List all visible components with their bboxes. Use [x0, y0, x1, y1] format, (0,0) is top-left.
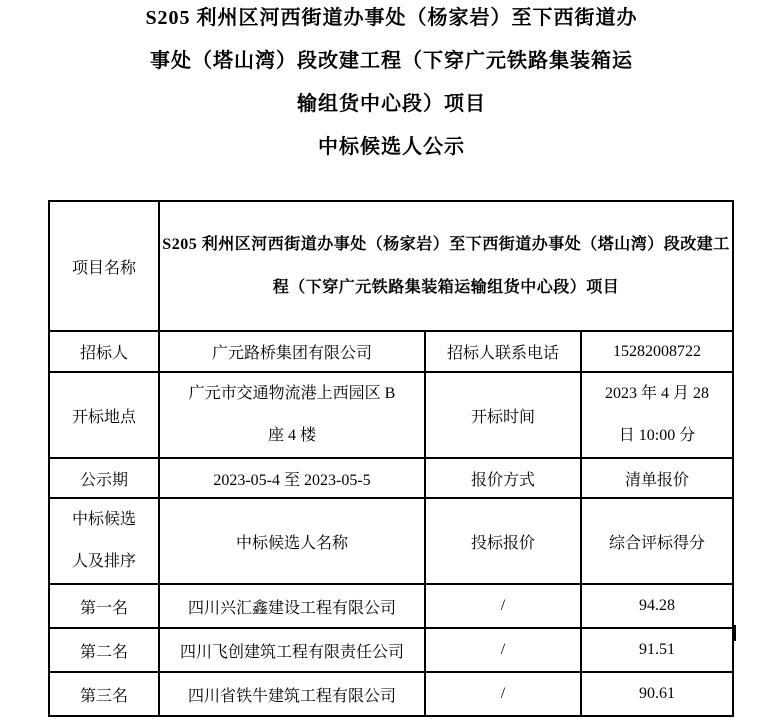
bid-opening-row [49, 372, 733, 458]
bidder-phone-label: 招标人联系电话 [425, 331, 581, 372]
candidate-1-name: 四川兴汇鑫建设工程有限公司 [159, 584, 425, 628]
publicity-period-row [49, 458, 733, 498]
title-line-2: 事处（塔山湾）段改建工程（下穿广元铁路集装箱运 [150, 50, 633, 72]
bidder-row [49, 331, 733, 372]
project-name-label: 项目名称 [49, 201, 159, 331]
opening-time-line-2: 日 10:00 分 [618, 427, 696, 444]
bidder-label: 招标人 [49, 331, 159, 372]
candidate-1-score: 94.28 [581, 584, 733, 628]
title-line-3: 输组货中心段）项目 [297, 93, 486, 115]
opening-time-label: 开标时间 [425, 372, 581, 458]
candidates-rank-label [49, 498, 159, 584]
candidates-header-row [49, 498, 733, 584]
candidate-3-name: 四川省铁牛建筑工程有限公司 [159, 672, 425, 716]
opening-time-line-1: 2023 年 4 月 28 [605, 385, 710, 402]
candidate-3-rank: 第三名 [49, 672, 159, 716]
opening-time-value [581, 372, 733, 458]
document-title [0, 0, 783, 169]
publicity-period-label: 公示期 [49, 458, 159, 498]
candidate-1-rank: 第一名 [49, 584, 159, 628]
title-line-4: 中标候选人公示 [318, 136, 465, 158]
candidate-2-bid: / [425, 628, 581, 672]
score-header: 综合评标得分 [581, 498, 733, 584]
quote-method-value: 清单报价 [581, 458, 733, 498]
text-cursor-artifact [733, 625, 736, 641]
bidder-value: 广元路桥集团有限公司 [159, 331, 425, 372]
candidate-2-score: 91.51 [581, 628, 733, 672]
publicity-period-value: 2023-05-4 至 2023-05-5 [159, 458, 425, 498]
project-name-value: S205 利州区河西街道办事处（杨家岩）至下西街道办事处（塔山湾）段改建工程（下穿广元铁路集装箱运输组货中心段）项目 [159, 201, 733, 331]
opening-location-line-2: 座 4 楼 [267, 427, 316, 444]
opening-location-line-1: 广元市交通物流港上西园区 B [188, 385, 396, 402]
candidate-3-score: 90.61 [581, 672, 733, 716]
opening-location-value [159, 372, 425, 458]
bidder-phone-value: 15282008722 [581, 331, 733, 372]
candidate-1-bid: / [425, 584, 581, 628]
quote-method-label: 报价方式 [425, 458, 581, 498]
candidate-row-1 [49, 584, 733, 628]
bid-announcement-table [48, 200, 734, 717]
opening-location-label: 开标地点 [49, 372, 159, 458]
candidates-rank-label-line-2: 人及排序 [71, 553, 136, 570]
title-line-1: S205 利州区河西街道办事处（杨家岩）至下西街道办 [145, 7, 638, 29]
project-name-row [49, 201, 733, 331]
bid-price-header: 投标报价 [425, 498, 581, 584]
candidate-row-2 [49, 628, 733, 672]
candidate-row-3 [49, 672, 733, 716]
candidate-2-name: 四川飞创建筑工程有限责任公司 [159, 628, 425, 672]
candidate-name-header: 中标候选人名称 [159, 498, 425, 584]
candidate-3-bid: / [425, 672, 581, 716]
candidates-rank-label-line-1: 中标候选 [71, 511, 136, 528]
candidate-2-rank: 第二名 [49, 628, 159, 672]
